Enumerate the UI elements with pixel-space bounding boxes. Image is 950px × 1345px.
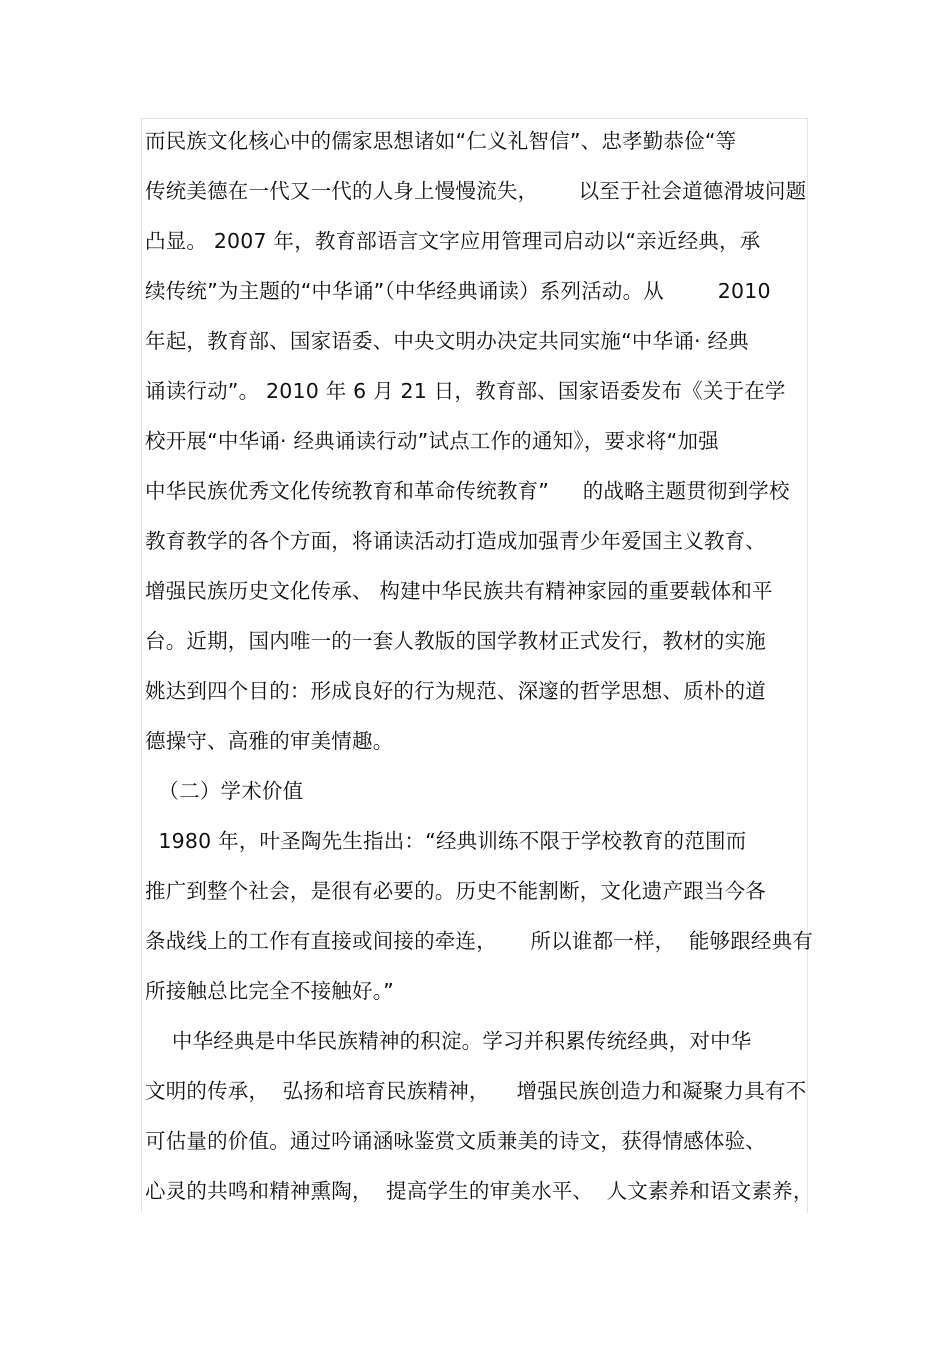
paragraph-line: 年起，教育部、国家语委、中央文明办决定共同实施“中华诵· 经典	[145, 329, 749, 353]
paragraph-line: 中华经典是中华民族精神的积淀。学习并积累传统经典，对中华	[145, 1029, 752, 1053]
section-heading: （二）学术价值	[145, 779, 304, 803]
paragraph-line: 文明的传承， 弘扬和培育民族精神， 增强民族创造力和凝聚力具有不	[145, 1079, 807, 1103]
paragraph-line: 而民族文化核心中的儒家思想诸如“仁义礼智信”、忠孝勤恭俭“等	[145, 129, 737, 153]
paragraph-line: 中华民族优秀文化传统教育和革命传统教育” 的战略主题贯彻到学校	[145, 479, 790, 503]
paragraph-line: 凸显。 2007 年，教育部语言文字应用管理司启动以“亲近经典，承	[145, 229, 761, 253]
paragraph-line: 德操守、高雅的审美情趣。	[145, 729, 394, 753]
paragraph-line: 推广到整个社会，是很有必要的。历史不能割断，文化遗产跟当今各	[145, 879, 766, 903]
paragraph-line: 续传统”为主题的“中华诵”（中华经典诵读）系列活动。从 2010	[145, 279, 771, 303]
paragraph-line: 台。近期，国内唯一的一套人教版的国学教材正式发行，教材的实施	[145, 629, 766, 653]
paragraph-line: 校开展“中华诵· 经典诵读行动”试点工作的通知》，要求将“加强	[145, 429, 719, 453]
paragraph-line: 条战线上的工作有直接或间接的牵连， 所以谁都一样， 能够跟经典有	[145, 929, 814, 953]
paragraph-line: 姚达到四个目的：形成良好的行为规范、深邃的哲学思想、质朴的道	[145, 679, 766, 703]
paragraph-line: 传统美德在一代又一代的人身上慢慢流失， 以至于社会道德滑坡问题	[145, 179, 807, 203]
paragraph-line: 1980 年，叶圣陶先生指出：“经典训练不限于学校教育的范围而	[145, 829, 747, 853]
paragraph-line: 诵读行动”。 2010 年 6 月 21 日，教育部、国家语委发布《关于在学	[145, 379, 786, 403]
paragraph-line: 心灵的共鸣和精神熏陶， 提高学生的审美水平、 人文素养和语文素养，	[145, 1179, 814, 1203]
paragraph-line: 教育教学的各个方面，将诵读活动打造成加强青少年爱国主义教育、	[145, 529, 766, 553]
paragraph-line: 所接触总比完全不接触好。”	[145, 979, 394, 1003]
paragraph-line: 可估量的价值。通过吟诵涵咏鉴赏文质兼美的诗文，获得情感体验、	[145, 1129, 766, 1153]
paragraph-line: 增强民族历史文化传承、 构建中华民族共有精神家园的重要载体和平	[145, 579, 773, 603]
